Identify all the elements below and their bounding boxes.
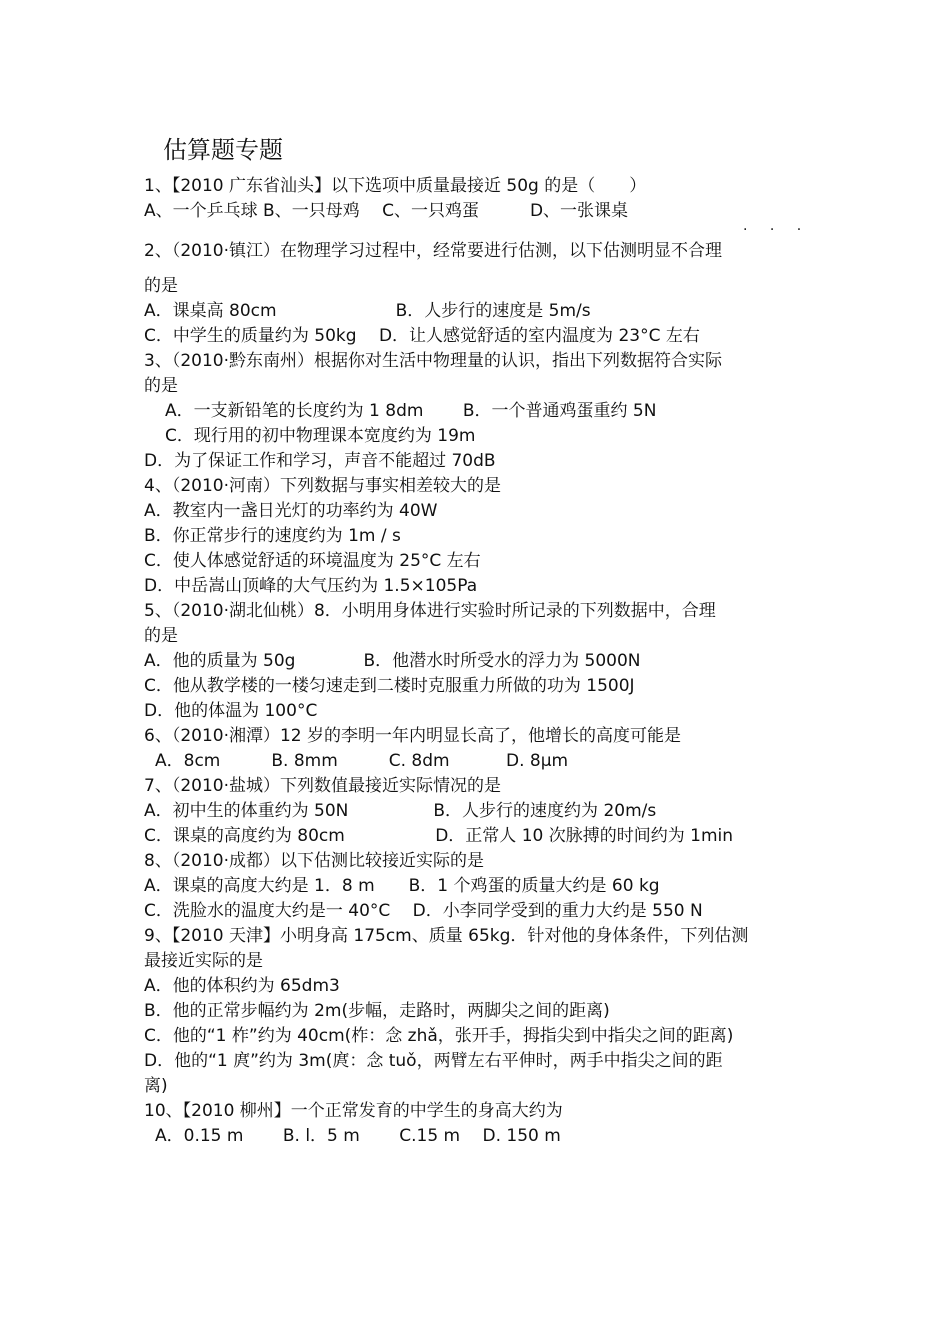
q4-stem: 4、（2010·河南）下列数据与事实相差较大的是 <box>144 476 501 496</box>
page-title: 估算题专题 <box>163 136 283 164</box>
q9-option-a: A．他的体积约为 65dm3 <box>144 976 340 996</box>
q5-stem: 5、（2010·湖北仙桃）8．小明用身体进行实验时所记录的下列数据中，合理 <box>144 601 716 621</box>
q3-stem: 3、（2010·黔东南州）根据你对生活中物理量的认识，指出下列数据符合实际 <box>144 351 722 371</box>
q9-stem: 9、【2010 天津】小明身高 175cm、质量 65kg．针对他的身体条件，下列估测 <box>144 926 749 946</box>
q9-option-d-cont: 离) <box>144 1076 168 1096</box>
q3-option-d: D．为了保证工作和学习，声音不能超过 70dB <box>144 451 496 471</box>
q3-stem-cont: 的是 <box>144 376 178 396</box>
q6-stem: 6、（2010·湘潭）12 岁的李明一年内明显长高了，他增长的高度可能是 <box>144 726 682 746</box>
q1-stem: 1、【2010 广东省汕头】以下选项中质量最接近 50g 的是（ ） <box>144 176 647 196</box>
q6-options: A．8cm B. 8mm C. 8dm D. 8μm <box>155 751 569 771</box>
q10-options: A．0.15 m B. l．5 m C.15 m D. 150 m <box>155 1126 561 1146</box>
q9-option-d: D．他的“1 庹”约为 3m(庹：念 tuǒ，两臂左右平伸时，两手中指尖之间的距 <box>144 1051 723 1071</box>
q2-options-ab: A．课桌高 80cm B．人步行的速度是 5m/s <box>144 301 591 321</box>
q8-options-cd: C．洗脸水的温度大约是一 40°C D．小李同学受到的重力大约是 550 N <box>144 901 703 921</box>
q8-stem: 8、（2010·成都）以下估测比较接近实际的是 <box>144 851 484 871</box>
q4-option-d: D．中岳嵩山顶峰的大气压约为 1.5×105Pa <box>144 576 478 596</box>
q3-option-c: C．现行用的初中物理课本宽度约为 19m <box>165 426 476 446</box>
q8-options-ab: A．课桌的高度大约是 1．8 m B．1 个鸡蛋的质量大约是 60 kg <box>144 876 660 896</box>
q5-option-c: C．他从教学楼的一楼匀速走到二楼时克服重力所做的功为 1500J <box>144 676 635 696</box>
q7-options-cd: C．课桌的高度约为 80cm D．正常人 10 次脉搏的时间约为 1min <box>144 826 734 846</box>
q2-stem-cont: 的是 <box>144 276 178 296</box>
q2-stem: 2、（2010·镇江）在物理学习过程中，经常要进行估测，以下估测明显不合理 <box>144 241 722 261</box>
q9-stem-cont: 最接近实际的是 <box>144 951 263 971</box>
q2-options-cd: C．中学生的质量约为 50kg D．让人感觉舒适的室内温度为 23°C 左右 <box>144 326 700 346</box>
q5-stem-cont: 的是 <box>144 626 178 646</box>
q4-option-b: B．你正常步行的速度约为 1m / s <box>144 526 401 546</box>
q2-emphasis-dots: · · · <box>743 222 811 238</box>
q5-option-d: D．他的体温为 100°C <box>144 701 318 721</box>
q5-options-ab: A．他的质量为 50g B．他潜水时所受水的浮力为 5000N <box>144 651 641 671</box>
q9-option-c: C．他的“1 柞”约为 40cm(柞：念 zhǎ，张开手，拇指尖到中指尖之间的距离) <box>144 1026 734 1046</box>
q4-option-a: A．教室内一盏日光灯的功率约为 40W <box>144 501 438 521</box>
q10-stem: 10、【2010 柳州】一个正常发育的中学生的身高大约为 <box>144 1101 563 1121</box>
q3-options-ab: A．一支新铅笔的长度约为 1 8dm B．一个普通鸡蛋重约 5N <box>165 401 657 421</box>
q7-options-ab: A．初中生的体重约为 50N B．人步行的速度约为 20m/s <box>144 801 657 821</box>
q7-stem: 7、（2010·盐城）下列数值最接近实际情况的是 <box>144 776 501 796</box>
q9-option-b: B．他的正常步幅约为 2m(步幅，走路时，两脚尖之间的距离) <box>144 1001 610 1021</box>
q1-options: A、一个乒乓球 B、一只母鸡 C、一只鸡蛋 D、一张课桌 <box>144 201 629 221</box>
q4-option-c: C．使人体感觉舒适的环境温度为 25°C 左右 <box>144 551 481 571</box>
